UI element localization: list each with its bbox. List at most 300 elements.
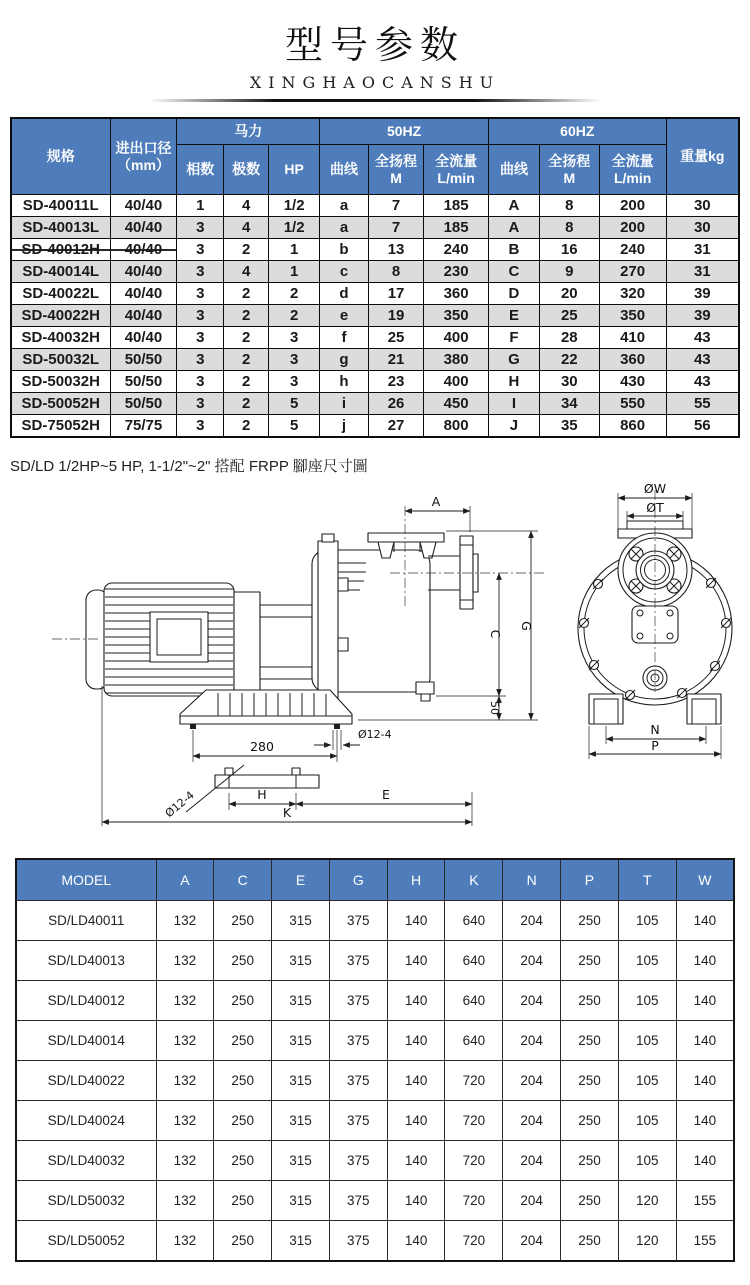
spec-cell: 4 xyxy=(224,195,269,217)
spec-cell: i xyxy=(320,393,369,415)
spec-cell: 43 xyxy=(666,327,739,349)
spec-cell: 2 xyxy=(224,349,269,371)
spec-cell: 50/50 xyxy=(110,393,177,415)
spec-table-body xyxy=(11,195,739,438)
col-header-curve-50: 曲线 xyxy=(320,145,369,195)
dim-cell: 105 xyxy=(618,1101,676,1141)
dim-col-c: C xyxy=(214,859,272,901)
dim-label-h: H xyxy=(257,787,267,802)
dim-cell: 640 xyxy=(445,901,503,941)
dim-cell: 204 xyxy=(503,1141,561,1181)
spec-cell: 30 xyxy=(539,371,599,393)
dim-cell: 720 xyxy=(445,1181,503,1221)
dim-label-k: K xyxy=(282,805,292,820)
spec-cell: 35 xyxy=(539,415,599,438)
spec-cell: 50/50 xyxy=(110,371,177,393)
dim-cell: 132 xyxy=(156,1021,214,1061)
spec-cell: 25 xyxy=(368,327,423,349)
dim-cell: 140 xyxy=(387,1141,445,1181)
spec-cell: 1/2 xyxy=(269,217,320,239)
dim-cell: 250 xyxy=(561,1021,619,1061)
dim-cell: 315 xyxy=(272,1221,330,1262)
dim-cell: 105 xyxy=(618,941,676,981)
spec-cell: 1 xyxy=(177,195,224,217)
dim-row xyxy=(16,1221,734,1262)
dim-cell: 132 xyxy=(156,941,214,981)
casing-clamp-band xyxy=(318,541,338,709)
spec-cell: 800 xyxy=(424,415,489,438)
spec-cell: g xyxy=(320,349,369,371)
spec-cell: 185 xyxy=(424,195,489,217)
spec-cell: 39 xyxy=(666,283,739,305)
spec-cell: 8 xyxy=(539,195,599,217)
dim-cell: 155 xyxy=(676,1181,734,1221)
dim-cell: 250 xyxy=(214,1101,272,1141)
spec-cell: 55 xyxy=(666,393,739,415)
spec-cell: 25 xyxy=(539,305,599,327)
spec-cell: A xyxy=(488,195,539,217)
dim-cell: 120 xyxy=(618,1181,676,1221)
pump-side-view xyxy=(86,533,478,812)
spec-row xyxy=(11,217,739,239)
page-title: 型号参数 xyxy=(284,23,465,67)
spec-cell: 3 xyxy=(177,349,224,371)
dim-cell: 250 xyxy=(561,1101,619,1141)
spec-row xyxy=(11,393,739,415)
spec-cell: 43 xyxy=(666,349,739,371)
spec-row xyxy=(11,239,739,261)
col-header-hp: HP xyxy=(269,145,320,195)
spec-cell: 39 xyxy=(666,305,739,327)
spec-cell: 34 xyxy=(539,393,599,415)
spec-cell: SD-75052H xyxy=(11,415,110,438)
dim-cell: SD/LD50052 xyxy=(16,1221,156,1262)
dim-cell: 155 xyxy=(676,1221,734,1262)
dim-cell: 204 xyxy=(503,1061,561,1101)
dim-cell: 140 xyxy=(387,901,445,941)
spec-cell: 360 xyxy=(424,283,489,305)
spec-cell: 860 xyxy=(599,415,666,438)
dim-cell: 720 xyxy=(445,1101,503,1141)
spec-cell: 40/40 xyxy=(110,239,177,261)
spec-cell: 450 xyxy=(424,393,489,415)
spec-cell: F xyxy=(488,327,539,349)
dim-label-bolt-hole-1: Ø12-4 xyxy=(358,728,392,741)
dim-col-h: H xyxy=(387,859,445,901)
spec-row xyxy=(11,327,739,349)
dim-cell: 105 xyxy=(618,981,676,1021)
spec-cell: 3 xyxy=(269,327,320,349)
spec-cell: 380 xyxy=(424,349,489,371)
dim-cell: 250 xyxy=(561,981,619,1021)
spec-table xyxy=(10,117,740,438)
dim-cell: 375 xyxy=(329,1101,387,1141)
col-header-port: 进出口径 （mm） xyxy=(110,118,177,195)
col-header-head-50: 全扬程 M xyxy=(368,145,423,195)
spec-cell: 2 xyxy=(224,327,269,349)
suction-flange xyxy=(460,536,473,609)
discharge-flange xyxy=(368,533,444,542)
dim-col-model: MODEL xyxy=(16,859,156,901)
dim-cell: SD/LD40014 xyxy=(16,1021,156,1061)
spec-row xyxy=(11,371,739,393)
dim-label-280: 280 xyxy=(250,739,274,754)
spec-cell: 2 xyxy=(224,393,269,415)
spec-cell: 40/40 xyxy=(110,283,177,305)
dim-cell: 250 xyxy=(214,1221,272,1262)
dim-cell: 204 xyxy=(503,941,561,981)
spec-row xyxy=(11,261,739,283)
dim-cell: 132 xyxy=(156,901,214,941)
dim-cell: 105 xyxy=(618,1021,676,1061)
spec-cell: SD-50032H xyxy=(11,371,110,393)
spec-cell: 3 xyxy=(177,393,224,415)
spec-cell: 7 xyxy=(368,195,423,217)
dim-cell: 315 xyxy=(272,1021,330,1061)
dim-col-w: W xyxy=(676,859,734,901)
spec-row xyxy=(11,283,739,305)
spec-cell: 21 xyxy=(368,349,423,371)
spec-cell: 40/40 xyxy=(110,261,177,283)
spec-cell: C xyxy=(488,261,539,283)
spec-cell: 22 xyxy=(539,349,599,371)
dim-row xyxy=(16,981,734,1021)
dim-cell: 250 xyxy=(214,1021,272,1061)
dim-cell: 315 xyxy=(272,1181,330,1221)
dim-label-n: N xyxy=(650,722,660,737)
spec-row xyxy=(11,195,739,217)
spec-cell: c xyxy=(320,261,369,283)
dim-cell: SD/LD40024 xyxy=(16,1101,156,1141)
spec-cell: 1 xyxy=(269,239,320,261)
dim-cell: 250 xyxy=(561,941,619,981)
foot-plate xyxy=(215,775,319,788)
dim-col-e: E xyxy=(272,859,330,901)
dim-cell: 250 xyxy=(214,1181,272,1221)
dim-cell: 315 xyxy=(272,941,330,981)
spec-cell: E xyxy=(488,305,539,327)
col-header-curve-60: 曲线 xyxy=(488,145,539,195)
spec-cell: 1 xyxy=(269,261,320,283)
spec-cell: SD-40014L xyxy=(11,261,110,283)
shaft-housing xyxy=(260,605,314,679)
spec-cell: 26 xyxy=(368,393,423,415)
dim-row xyxy=(16,1141,734,1181)
col-header-head-60: 全扬程 M xyxy=(539,145,599,195)
dim-cell: 640 xyxy=(445,1021,503,1061)
dimension-table xyxy=(15,858,735,1262)
spec-cell: 13 xyxy=(368,239,423,261)
spec-cell: 40/40 xyxy=(110,305,177,327)
spec-cell: 30 xyxy=(666,217,739,239)
spec-cell: 3 xyxy=(177,327,224,349)
spec-cell: 2 xyxy=(224,371,269,393)
spec-cell: 320 xyxy=(599,283,666,305)
spec-cell: 9 xyxy=(539,261,599,283)
spec-cell: SD-50032L xyxy=(11,349,110,371)
col-header-phases: 相数 xyxy=(177,145,224,195)
spec-cell: f xyxy=(320,327,369,349)
dim-row xyxy=(16,941,734,981)
dim-cell: 140 xyxy=(676,1061,734,1101)
dim-col-t: T xyxy=(618,859,676,901)
dim-cell: 720 xyxy=(445,1061,503,1101)
spec-cell: SD-40011L xyxy=(11,195,110,217)
dim-cell: 250 xyxy=(561,1181,619,1221)
spec-cell: B xyxy=(488,239,539,261)
dim-cell: 140 xyxy=(676,1021,734,1061)
dim-cell: 250 xyxy=(561,1061,619,1101)
dim-cell: 375 xyxy=(329,1221,387,1262)
col-header-flow-60: 全流量 L/min xyxy=(599,145,666,195)
spec-row xyxy=(11,415,739,438)
dim-table-body xyxy=(16,901,734,1262)
dim-label-ow: ØW xyxy=(643,481,667,496)
dim-cell: 315 xyxy=(272,981,330,1021)
dim-row xyxy=(16,901,734,941)
spec-cell: 3 xyxy=(177,305,224,327)
spec-cell: 3 xyxy=(177,239,224,261)
dim-cell: 140 xyxy=(387,1021,445,1061)
dim-cell: 375 xyxy=(329,941,387,981)
dim-cell: 250 xyxy=(561,1221,619,1262)
spec-cell: 350 xyxy=(599,305,666,327)
dim-cell: 720 xyxy=(445,1221,503,1262)
dim-cell: 250 xyxy=(214,901,272,941)
dim-cell: 204 xyxy=(503,1221,561,1262)
dim-cell: 105 xyxy=(618,901,676,941)
dim-cell: 140 xyxy=(676,901,734,941)
dim-cell: 250 xyxy=(214,1061,272,1101)
spec-cell: 56 xyxy=(666,415,739,438)
spec-cell: 400 xyxy=(424,371,489,393)
dim-cell: 132 xyxy=(156,981,214,1021)
spec-cell: 30 xyxy=(666,195,739,217)
spec-cell: e xyxy=(320,305,369,327)
spec-cell: 350 xyxy=(424,305,489,327)
spec-cell: 20 xyxy=(539,283,599,305)
dim-cell: 140 xyxy=(387,941,445,981)
dim-col-g: G xyxy=(329,859,387,901)
spec-cell: SD-40022H xyxy=(11,305,110,327)
spec-cell: 19 xyxy=(368,305,423,327)
dim-cell: 250 xyxy=(214,981,272,1021)
spec-cell: 2 xyxy=(224,415,269,438)
spec-cell: SD-40022L xyxy=(11,283,110,305)
dim-label-bolt-hole-2: Ø12-4 xyxy=(162,788,197,821)
motor-bracket xyxy=(234,592,260,693)
dim-cell: 140 xyxy=(387,981,445,1021)
dim-label-ot: ØT xyxy=(646,500,664,515)
spec-cell: 23 xyxy=(368,371,423,393)
dim-cell: 140 xyxy=(676,1141,734,1181)
spec-cell: a xyxy=(320,217,369,239)
dim-cell: 140 xyxy=(676,981,734,1021)
dim-cell: 250 xyxy=(214,941,272,981)
spec-row xyxy=(11,349,739,371)
dim-cell: SD/LD40011 xyxy=(16,901,156,941)
spec-cell: A xyxy=(488,217,539,239)
dim-row xyxy=(16,1021,734,1061)
col-header-weight: 重量kg xyxy=(666,118,739,195)
spec-cell: SD-40032H xyxy=(11,327,110,349)
spec-cell: H xyxy=(488,371,539,393)
spec-cell: 240 xyxy=(599,239,666,261)
dim-cell: 250 xyxy=(561,1141,619,1181)
dim-row xyxy=(16,1061,734,1101)
dim-cell: 315 xyxy=(272,1061,330,1101)
dim-row xyxy=(16,1181,734,1221)
dim-cell: 105 xyxy=(618,1061,676,1101)
spec-cell: 4 xyxy=(224,261,269,283)
dim-cell: SD/LD40022 xyxy=(16,1061,156,1101)
spec-cell: 28 xyxy=(539,327,599,349)
dim-cell: 132 xyxy=(156,1101,214,1141)
spec-cell: b xyxy=(320,239,369,261)
spec-cell: 360 xyxy=(599,349,666,371)
group-header-50hz: 50HZ xyxy=(320,118,489,145)
dim-cell: SD/LD50032 xyxy=(16,1181,156,1221)
dim-cell: 204 xyxy=(503,1101,561,1141)
col-header-spec: 规格 xyxy=(11,118,110,195)
base-bolt-left xyxy=(190,724,196,729)
spec-cell: 3 xyxy=(177,283,224,305)
dim-row xyxy=(16,1101,734,1141)
spec-cell: 3 xyxy=(177,217,224,239)
spec-cell: j xyxy=(320,415,369,438)
spec-cell: 2 xyxy=(224,305,269,327)
spec-cell: 40/40 xyxy=(110,327,177,349)
dim-cell: 140 xyxy=(387,1101,445,1141)
spec-cell: 410 xyxy=(599,327,666,349)
spec-cell: 2 xyxy=(269,305,320,327)
dim-cell: 640 xyxy=(445,981,503,1021)
dim-cell: 315 xyxy=(272,1141,330,1181)
dim-cell: 640 xyxy=(445,941,503,981)
dim-cell: 140 xyxy=(387,1061,445,1101)
dim-col-k: K xyxy=(445,859,503,901)
spec-cell: 27 xyxy=(368,415,423,438)
dim-cell: 250 xyxy=(561,901,619,941)
spec-cell: 7 xyxy=(368,217,423,239)
dim-col-p: P xyxy=(561,859,619,901)
dim-cell: 132 xyxy=(156,1141,214,1181)
spec-cell: 230 xyxy=(424,261,489,283)
spec-cell: 3 xyxy=(269,371,320,393)
page-subtitle: XINGHAOCANSHU xyxy=(249,73,501,92)
spec-cell: 31 xyxy=(666,261,739,283)
spec-cell: 8 xyxy=(368,261,423,283)
spec-cell: 1/2 xyxy=(269,195,320,217)
spec-cell: d xyxy=(320,283,369,305)
spec-cell: I xyxy=(488,393,539,415)
spec-cell: 3 xyxy=(177,371,224,393)
dim-cell: 315 xyxy=(272,1101,330,1141)
dim-cell: 132 xyxy=(156,1221,214,1262)
dim-cell: 132 xyxy=(156,1061,214,1101)
dim-cell: 140 xyxy=(387,1221,445,1262)
spec-cell: 270 xyxy=(599,261,666,283)
group-header-power: 马力 xyxy=(177,118,320,145)
group-header-60hz: 60HZ xyxy=(488,118,666,145)
spec-cell: 75/75 xyxy=(110,415,177,438)
spec-cell: 2 xyxy=(269,283,320,305)
dim-cell: 375 xyxy=(329,901,387,941)
spec-cell: 430 xyxy=(599,371,666,393)
spec-cell: 3 xyxy=(269,349,320,371)
spec-cell: SD-40013L xyxy=(11,217,110,239)
spec-cell: 43 xyxy=(666,371,739,393)
col-header-poles: 极数 xyxy=(224,145,269,195)
dim-label-50: 50 xyxy=(488,701,501,715)
dim-cell: 720 xyxy=(445,1141,503,1181)
spec-cell: a xyxy=(320,195,369,217)
spec-cell: 200 xyxy=(599,217,666,239)
col-header-flow-50: 全流量 L/min xyxy=(424,145,489,195)
spec-cell: 16 xyxy=(539,239,599,261)
dim-cell: 120 xyxy=(618,1221,676,1262)
spec-cell: 4 xyxy=(224,217,269,239)
spec-cell: 3 xyxy=(177,415,224,438)
spec-cell: 185 xyxy=(424,217,489,239)
spec-cell: 5 xyxy=(269,393,320,415)
spec-cell: 40/40 xyxy=(110,195,177,217)
spec-cell: 200 xyxy=(599,195,666,217)
dim-cell: 375 xyxy=(329,981,387,1021)
dim-label-a: A xyxy=(431,494,441,509)
dim-label-c: C xyxy=(488,629,503,639)
dim-label-p: P xyxy=(651,738,659,753)
dim-col-n: N xyxy=(503,859,561,901)
spec-cell: 2 xyxy=(224,283,269,305)
title-divider xyxy=(149,99,601,102)
dim-cell: 375 xyxy=(329,1061,387,1101)
dim-cell: SD/LD40012 xyxy=(16,981,156,1021)
dim-cell: 204 xyxy=(503,981,561,1021)
dim-cell: 204 xyxy=(503,1021,561,1061)
spec-cell: 550 xyxy=(599,393,666,415)
spec-cell: SD-50052H xyxy=(11,393,110,415)
spec-cell: SD-40012H xyxy=(11,239,110,261)
dim-cell: 204 xyxy=(503,901,561,941)
spec-cell: 8 xyxy=(539,217,599,239)
dim-cell: SD/LD40032 xyxy=(16,1141,156,1181)
diagram-caption: SD/LD 1/2HP~5 HP, 1-1/2"~2" 搭配 FRPP 腳座尺寸圖 xyxy=(10,458,368,475)
spec-cell: 400 xyxy=(424,327,489,349)
dim-cell: SD/LD40013 xyxy=(16,941,156,981)
dim-cell: 375 xyxy=(329,1021,387,1061)
dim-cell: 250 xyxy=(214,1141,272,1181)
dim-cell: 140 xyxy=(387,1181,445,1221)
spec-cell: 40/40 xyxy=(110,217,177,239)
spec-cell: 17 xyxy=(368,283,423,305)
spec-cell: 2 xyxy=(224,239,269,261)
spec-cell: G xyxy=(488,349,539,371)
spec-cell: 240 xyxy=(424,239,489,261)
spec-cell: h xyxy=(320,371,369,393)
page-header xyxy=(0,14,750,102)
drain-boss xyxy=(416,682,434,694)
spec-cell: 31 xyxy=(666,239,739,261)
spec-cell: J xyxy=(488,415,539,438)
dim-cell: 140 xyxy=(676,1101,734,1141)
base-bolt-right xyxy=(334,724,340,729)
dim-cell: 375 xyxy=(329,1181,387,1221)
dim-cell: 375 xyxy=(329,1141,387,1181)
spec-cell: D xyxy=(488,283,539,305)
dim-cell: 105 xyxy=(618,1141,676,1181)
pump-dimension-diagram xyxy=(0,466,750,838)
